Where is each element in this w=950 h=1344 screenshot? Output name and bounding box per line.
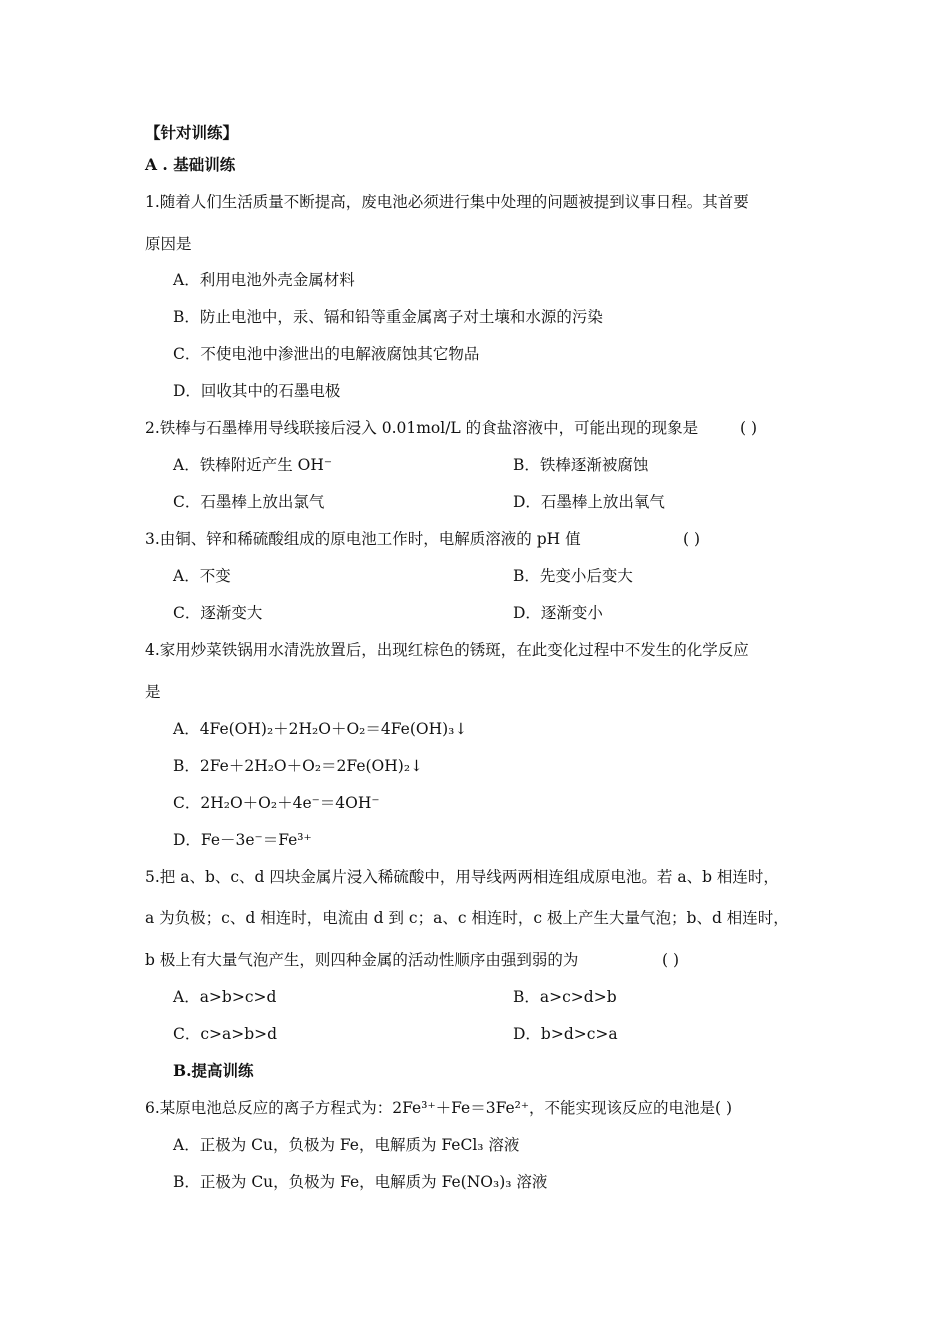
q5-option-b: B．a>c>d>b <box>513 988 617 1006</box>
q1-stem-line1: 1.随着人们生活质量不断提高，废电池必须进行集中处理的问题被提到议事日程。其首要 <box>145 193 749 211</box>
q6-stem: 6.某原电池总反应的离子方程式为：2Fe³⁺＋Fe＝3Fe²⁺，不能实现该反应的电池是( ) <box>145 1099 733 1117</box>
q5-option-d: D．b>d>c>a <box>513 1025 618 1043</box>
q4-option-c: C．2H₂O＋O₂＋4e⁻＝4OH⁻ <box>173 794 380 812</box>
q6-option-a: A．正极为 Cu，负极为 Fe，电解质为 FeCl₃ 溶液 <box>173 1136 520 1154</box>
q5-answer-paren: ( ) <box>662 951 680 969</box>
q1-option-d: D．回收其中的石墨电极 <box>173 382 341 400</box>
q3-option-b: B．先变小后变大 <box>513 567 633 585</box>
q4-option-d: D．Fe－3e⁻＝Fe³⁺ <box>173 831 312 849</box>
q3-option-a: A．不变 <box>173 567 231 585</box>
q5-stem-line3: b 极上有大量气泡产生，则四种金属的活动性顺序由强到弱的为 <box>145 951 579 969</box>
q1-option-a: A．利用电池外壳金属材料 <box>173 271 355 289</box>
q1-option-b: B．防止电池中，汞、镉和铅等重金属离子对土壤和水源的污染 <box>173 308 603 326</box>
q3-answer-paren: ( ) <box>683 530 701 548</box>
q3-option-d: D．逐渐变小 <box>513 604 603 622</box>
q5-option-a: A．a>b>c>d <box>173 988 277 1006</box>
q4-stem-line1: 4.家用炒菜铁锅用水清洗放置后，出现红棕色的锈斑，在此变化过程中不发生的化学反应 <box>145 641 749 659</box>
q4-option-a: A．4Fe(OH)₂＋2H₂O＋O₂＝4Fe(OH)₃↓ <box>173 720 468 738</box>
q5-option-c: C．c>a>b>d <box>173 1025 278 1043</box>
q3-option-c: C．逐渐变大 <box>173 604 263 622</box>
q3-stem: 3.由铜、锌和稀硫酸组成的原电池工作时，电解质溶液的 pH 值 <box>145 530 581 548</box>
q1-option-c: C．不使电池中渗泄出的电解液腐蚀其它物品 <box>173 345 480 363</box>
q4-option-b: B．2Fe＋2H₂O＋O₂＝2Fe(OH)₂↓ <box>173 757 424 775</box>
q5-stem-line2: a 为负极；c、d 相连时，电流由 d 到 c；a、c 相连时，c 极上产生大量气泡；b、d 相连时， <box>145 909 789 927</box>
q2-option-a: A．铁棒附近产生 OH⁻ <box>173 456 333 474</box>
q2-answer-paren: ( ) <box>740 419 758 437</box>
q2-option-d: D．石墨棒上放出氧气 <box>513 493 665 511</box>
part-b-title: B.提高训练 <box>173 1061 254 1080</box>
q5-stem-line1: 5.把 a、b、c、d 四块金属片浸入稀硫酸中，用导线两两相连组成原电池。若 a、b 相连时， <box>145 868 779 886</box>
q6-option-b: B．正极为 Cu，负极为 Fe，电解质为 Fe(NO₃)₃ 溶液 <box>173 1173 548 1191</box>
section-title: 【针对训练】 <box>145 123 239 142</box>
q2-option-b: B．铁棒逐渐被腐蚀 <box>513 456 649 474</box>
part-a-title: A . 基础训练 <box>145 155 236 174</box>
q2-option-c: C．石墨棒上放出氯气 <box>173 493 325 511</box>
q1-stem-line2: 原因是 <box>145 235 192 253</box>
q2-stem: 2.铁棒与石墨棒用导线联接后浸入 0.01mol/L 的食盐溶液中，可能出现的现象是 <box>145 419 699 437</box>
q4-stem-line2: 是 <box>145 683 161 701</box>
